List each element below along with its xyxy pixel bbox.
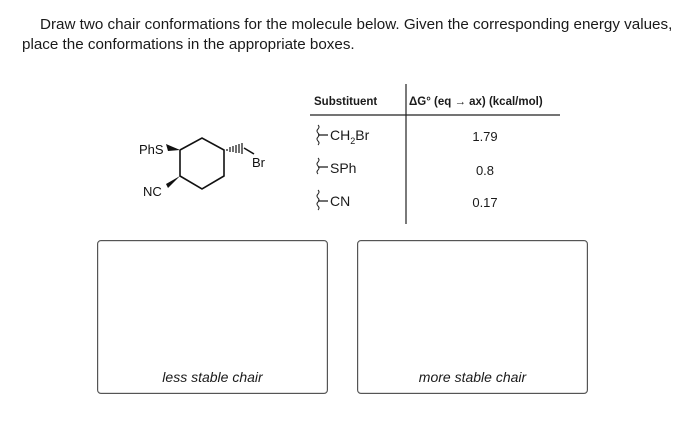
less-stable-chair-label: less stable chair: [162, 369, 263, 385]
label-phs: PhS: [139, 142, 164, 157]
less-stable-chair-box[interactable]: [97, 240, 328, 394]
header-energy: ΔG° (eq → ax) (kcal/mol): [409, 96, 543, 108]
header-substituent: Substituent: [314, 96, 378, 108]
substituent-ch2br: $CH_2Br$: [330, 127, 370, 146]
more-stable-chair-box[interactable]: [357, 240, 588, 394]
question-text: Draw two chair conformations for the molecule below. Given the corresponding energy values, place the conformations in the appropriate boxes.: [22, 16, 673, 53]
substituent-sph: SPh: [330, 160, 357, 176]
label-nc: NC: [143, 184, 162, 199]
value-cn: 0.17: [472, 195, 498, 210]
value-sph: 0.8: [475, 163, 495, 178]
substituent-cn: CN: [330, 193, 351, 209]
value-ch2br: 1.79: [472, 129, 498, 144]
wavy-bond-2: [317, 158, 319, 174]
more-stable-chair-label: more stable chair: [418, 369, 527, 385]
wavy-bond-3: [317, 190, 319, 210]
label-br: Br: [252, 155, 265, 170]
